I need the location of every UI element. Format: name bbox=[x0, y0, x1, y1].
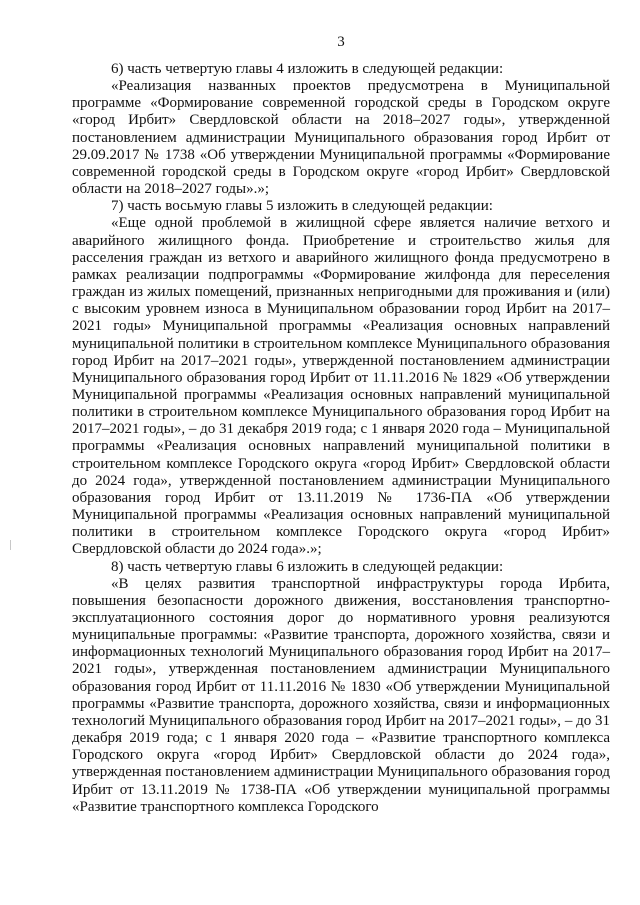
document-page bbox=[72, 32, 610, 816]
paragraph-item-7: 7) часть восьмую главы 5 изложить в следующей редакции: bbox=[111, 198, 493, 215]
margin-mark bbox=[10, 540, 11, 550]
paragraph-item-8-text: «В целях развития транспортной инфраструктуры города Ирбита, повышения безопасности дорожного движения, восстановления транспортно-эксплуатационного состояния дорог до нормативного уровня реализуются муниципальные программы: «Развитие транспорта, дорожного хозяйства, связи и информационных технологий Муниципального образования город Ирбит на 2017–2021 годы», утвержденная постановлением администрации Муниципального образования город Ирбит от 11.11.2016 № 1830 «Об утверждении Муниципальной программы «Развитие транспорта, дорожного хозяйства, связи и информационных технологий Муниципального образования город Ирбит на 2017–2021 годы», – до 31 декабря 2019 года; с 1 января 2020 года – «Развитие транспортного комплекса Городского округа «город Ирбит» Свердловской области до 2024 года», утвержденная постановлением администрации Муниципального образования город Ирбит от 13.11.2019 № 1738-ПА «Об утверждении муниципальной программы «Развитие транспортного комплекса Городского bbox=[72, 575, 610, 815]
paragraph-item-6-text: «Реализация названных проектов предусмотрена в Муниципальной программе «Формирование современной городской среды в Городском округе «город Ирбит» Свердловской области на 2018–2027 годы», утвержденной постановлением администрации Муниципального образования город Ирбит от 29.09.2017 № 1738 «Об утверждении Муниципальной программы «Формирование современной городской среды в Городском округе «город Ирбит» Свердловской области на 2018–2027 годы».»; bbox=[72, 78, 610, 198]
page-number: 3 bbox=[337, 34, 345, 50]
paragraph-item-6: 6) часть четвертую главы 4 изложить в следующей редакции: bbox=[111, 61, 504, 77]
paragraph-item-8: 8) часть четвертую главы 6 изложить в следующей редакции: bbox=[111, 558, 504, 575]
paragraph-item-7-text: «Еще одной проблемой в жилищной сфере является наличие ветхого и аварийного жилищного фонда. Приобретение и строительство жилья для расселения граждан из ветхого и аварийного жилищного фонда предусмотрено в рамках реализации подпрограммы «Формирование жилфонда для переселения граждан из жилых помещений, признанных непригодными для проживания и (или) с высоким уровнем износа в Муниципальном образовании город Ирбит на 2017–2021 годы» Муниципальной программы «Реализация основных направлений муниципальной политики в строительном комплексе Муниципального образования город Ирбит на 2017–2021 годы», утвержденной постановлением администрации Муниципального образования город Ирбит от 11.11.2016 № 1829 «Об утверждении Муниципальной программы «Реализация основных направлений муниципальной политики в строительном комплексе Муниципального образования город Ирбит на 2017–2021 годы», – до 31 декабря 2019 года; с 1 января 2020 года – Муниципальной программы «Реализация основных направлений муниципальной политики в строительном комплексе Городского округа «город Ирбит» Свердловской области до 2024 года», утвержденной постановлением администрации Муниципального образования город Ирбит от 13.11.2019 № 1736-ПА «Об утверждении Муниципальной программы «Реализация основных направлений муниципальной политики в строительном комплексе Городского округа «город Ирбит» Свердловской области до 2024 года».»; bbox=[72, 215, 610, 558]
